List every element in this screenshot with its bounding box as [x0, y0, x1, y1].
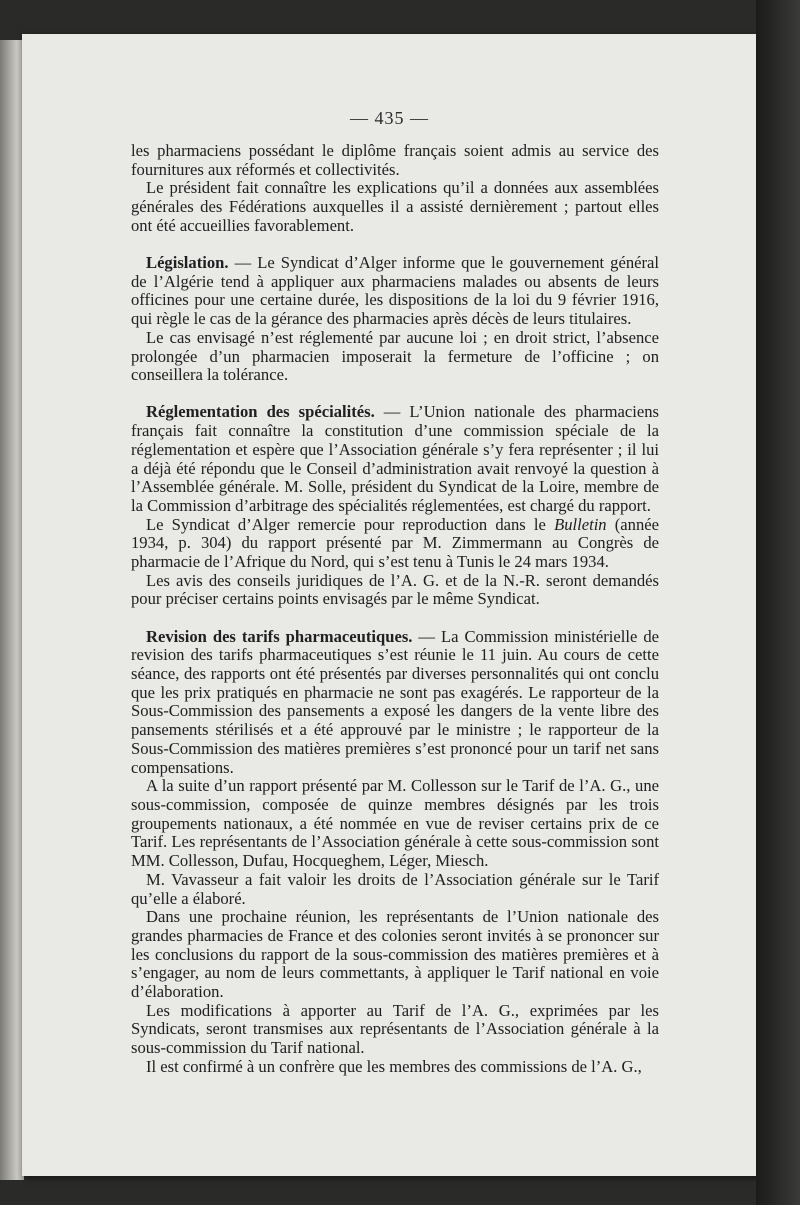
paragraph: Dans une prochaine réunion, les représentants de l’Union nationale des grandes pharmacies de France et des colonies seront invités à se prononcer sur les conclusions du rapport de la sous-commission des matières premières et à s’engager, au nom de leurs commettants, à appliquer le Tarif national en voie d’élaboration.	[131, 907, 659, 1002]
section-heading: Législation.	[146, 253, 229, 273]
paragraph: les pharmaciens possédant le diplôme français soient admis au service des fournitures aux réformés et collectivités.	[131, 141, 659, 179]
paragraph: Le cas envisagé n’est réglementé par aucune loi ; en droit strict, l’absence prolongée d’un pharmacien imposerait la fermeture de l’officine ; on conseillera la tolérance.	[131, 327, 659, 385]
paragraph: Le Syndicat d’Alger remercie pour reproduction dans le Bulletin (année 1934, p. 304) du rapport présenté par M. Zimmermann au Congrès de pharmacie de l’Afrique du Nord, qui s’est tenu à Tunis le 24 mars 1934.	[131, 514, 659, 572]
page-number: — 435 —	[350, 108, 429, 128]
paragraph: Les avis des conseils juridiques de l’A. G. et de la N.-R. seront demandés pour préciser certains points envisagés par le même Syndicat.	[131, 570, 659, 609]
scanner-background	[756, 0, 800, 1205]
section-heading: Revision des tarifs pharmaceutiques.	[146, 626, 413, 646]
body-text	[131, 142, 659, 1077]
paragraph: M. Vavasseur a fait valoir les droits de l’Association générale sur le Tarif qu’elle a élaboré.	[131, 869, 659, 908]
paragraph: Les modifications à apporter au Tarif de l’A. G., exprimées par les Syndicats, seront transmises aux représentants de l’Association générale à la sous-commission du Tarif national.	[131, 1000, 659, 1058]
paragraph: A la suite d’un rapport présenté par M. Collesson sur le Tarif de l’A. G., une sous-commission, composée de quinze membres désignés par les trois groupements nationaux, a été nommée en vue de reviser certains prix de ce Tarif. Les représentants de l’Association générale à cette sous-commission sont MM. Collesson, Dufau, Hocqueghem, Léger, Miesch.	[131, 776, 659, 871]
section-revision-tarifs: Revision des tarifs pharmaceutiques. — La Commission ministérielle de revision des tarifs pharmaceutiques s’est réunie le 11 juin. Au cours de cette séance, des rapports ont été présentés par diverses personnalités qui ont conclu que les prix pratiqués en pharmacie ne sont pas exagérés. Le rapporteur de la Sous-Commission des pansements a exposé les dangers de la vente libre des pansements stérilisés et a été approuvé par le ministre ; le rapporteur de la Sous-Commission des matières premières s’est prononcé pour un tarif net sans compensations.	[131, 626, 659, 777]
paragraph: Il est confirmé à un confrère que les membres des commissions de l’A. G.,	[146, 1056, 642, 1076]
section-legislation: Législation. — Le Syndicat d’Alger informe que le gouvernement général de l’Algérie tend à appliquer aux pharmaciens malades ou absents de leurs officines pour une certaine durée, les dispositions de la loi du 9 février 1916, qui règle le cas de la gérance des pharmacies après décès de leurs titulaires.	[131, 253, 659, 329]
facing-page-edge	[0, 40, 24, 1180]
italic-title: Bulletin	[554, 514, 607, 534]
section-reglementation: Réglementation des spécialités. — L’Union nationale des pharmaciens français fait connaître la constitution d’une commission spéciale de la réglementation et espère que l’Association générale s’y fera représenter ; il lui a déjà été répondu que le Conseil d’administration avait renvoyé la question à l’Assemblée générale. M. Solle, président du Syndicat de la Loire, membre de la Commission d’arbitrage des spécialités réglementées, est chargé du rapport.	[131, 402, 660, 515]
document-page	[22, 34, 757, 1176]
section-heading: Réglementation des spécialités.	[146, 402, 375, 422]
paragraph: Le président fait connaître les explications qu’il a données aux assemblées générales des Fédérations auxquelles il a assisté dernièrement ; partout elles ont été accueillies favorablement.	[131, 178, 659, 235]
